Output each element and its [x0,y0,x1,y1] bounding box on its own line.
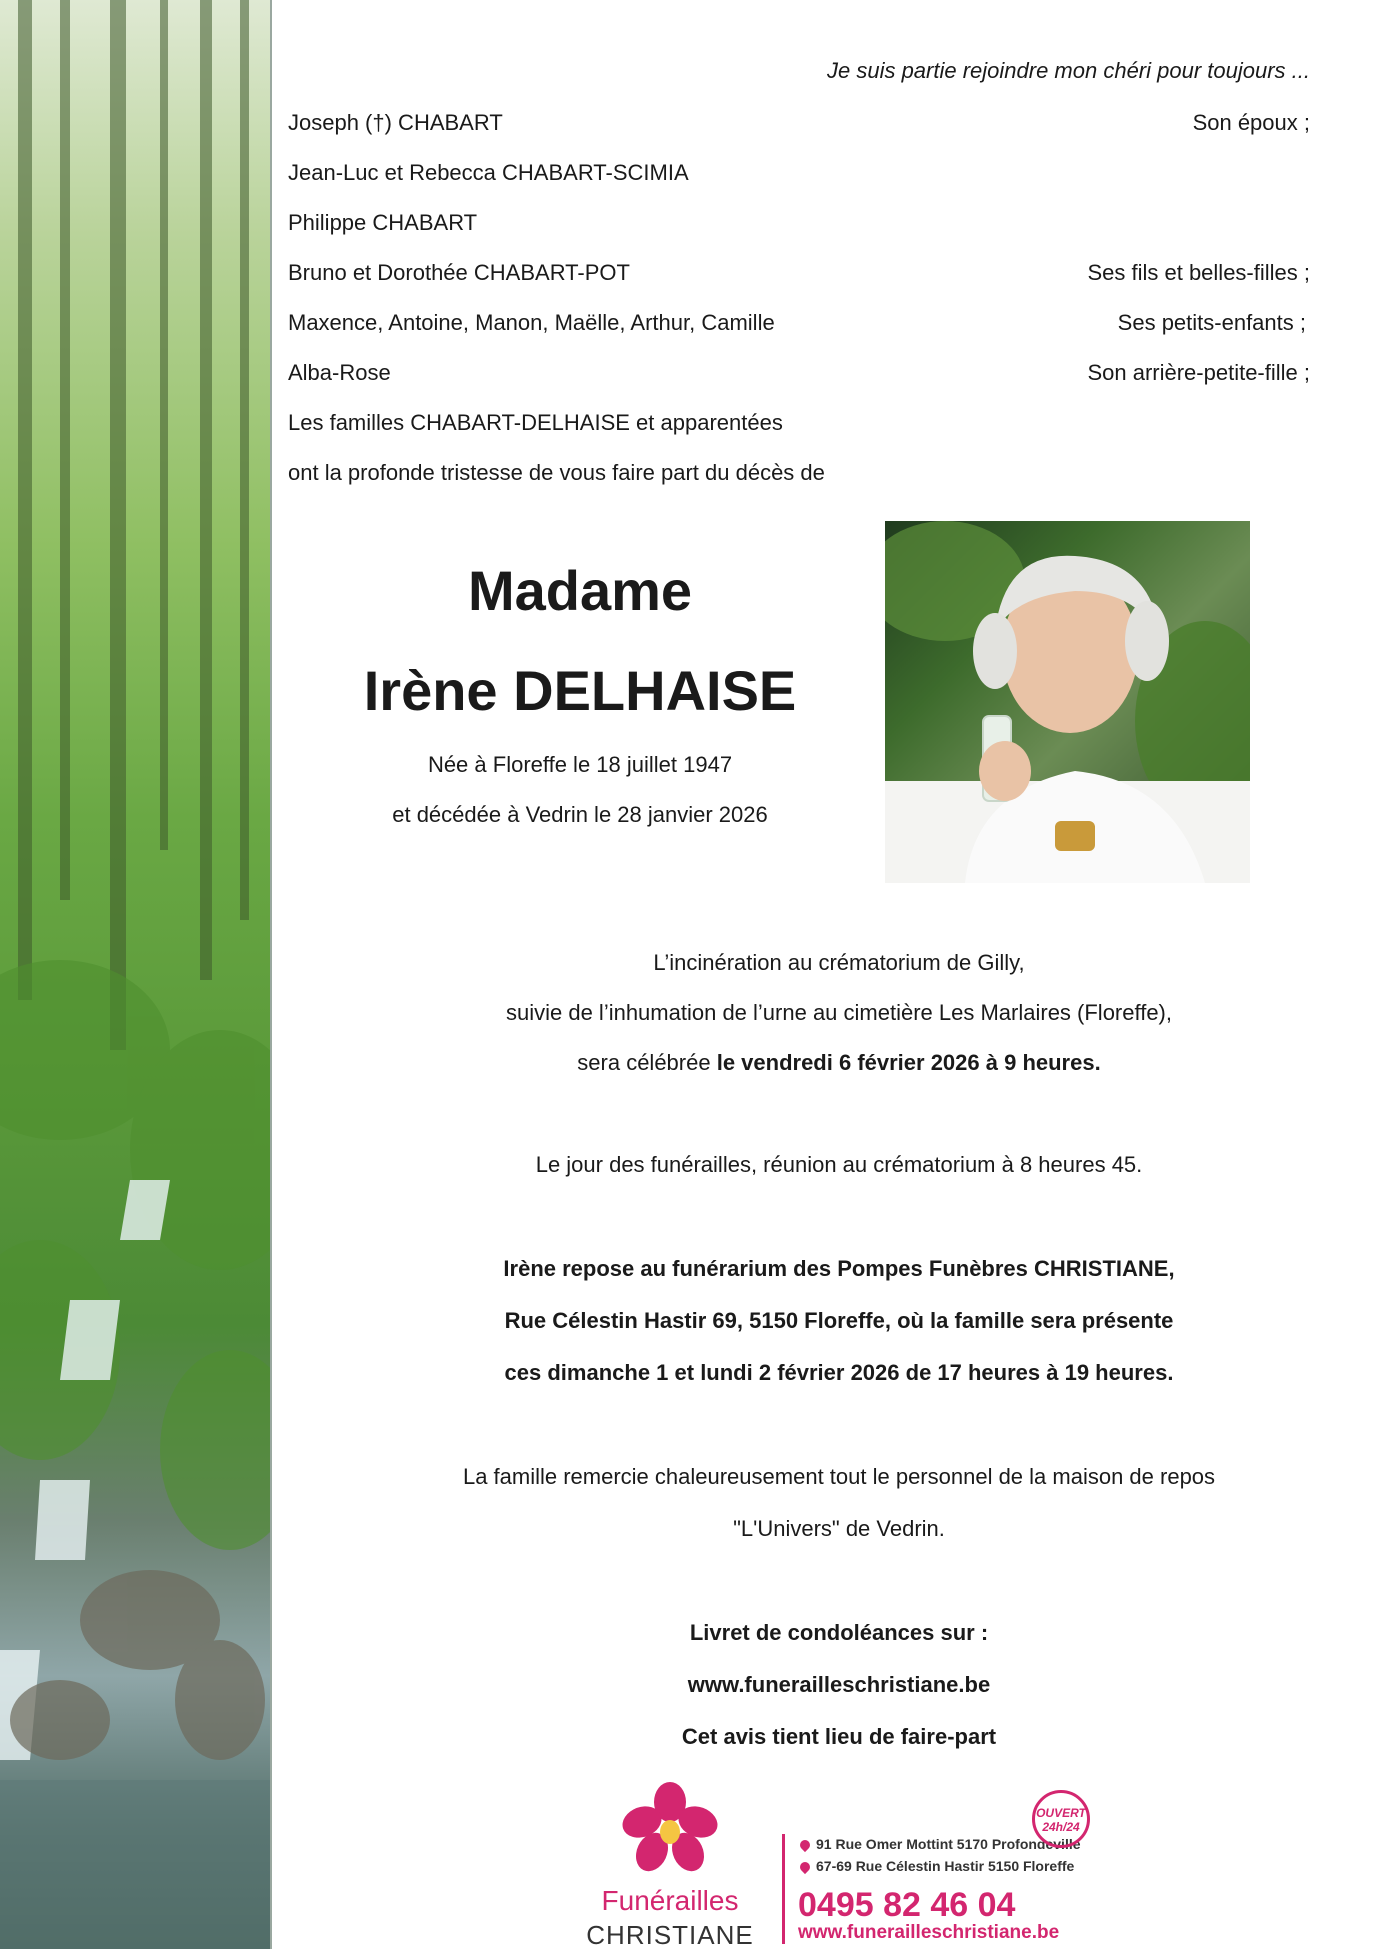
family-member: Les familles CHABART-DELHAISE et apparentées [288,410,783,435]
ceremony-date-bold: le vendredi 6 février 2026 à 9 heures. [716,1050,1101,1075]
deceased-name: Irène DELHAISE [363,659,797,722]
brand-name-line1: Funérailles [601,1885,739,1916]
phone-number[interactable]: 0495 82 46 04 [798,1886,1016,1924]
family-member: Alba-Rose [288,360,391,385]
deceased-photo [885,521,1250,883]
brand-name-line2: CHRISTIANE [586,1920,754,1950]
address-text: 67-69 Rue Célestin Hastir 5150 Floreffe [816,1858,1075,1874]
badge-line2: 24h/24 [1042,1820,1080,1834]
ceremony-line: L’incinération au crématorium de Gilly, [653,950,1025,975]
badge-line1: OUVERT [1036,1806,1086,1820]
faire-part-note: Cet avis tient lieu de faire-part [681,1724,997,1749]
rest-line: Irène repose au funérarium des Pompes Funèbres CHRISTIANE, [503,1256,1175,1281]
location-pin-icon [798,1860,812,1874]
orchid-icon [620,1780,720,1880]
rest-line: Rue Célestin Hastir 69, 5150 Floreffe, où la famille sera présente [504,1308,1174,1333]
thanks-line: "L'Univers" de Vedrin. [733,1516,945,1541]
birth-info: Née à Floreffe le 18 juillet 1947 [427,752,733,777]
rest-line: ces dimanche 1 et lundi 2 février 2026 de 17 heures à 19 heures. [504,1360,1174,1385]
family-relation: Son arrière-petite-fille ; [1087,360,1310,385]
address-line [800,1858,1074,1874]
family-member: Maxence, Antoine, Manon, Maëlle, Arthur, Camille [288,310,775,335]
family-relation: Ses petits-enfants ; [1117,310,1306,335]
ceremony-date [300,1050,1378,1076]
family-member: Bruno et Dorothée CHABART-POT [288,260,630,285]
condolences-label: Livret de condoléances sur : [689,1620,989,1645]
death-info: et décédée à Vedrin le 28 janvier 2026 [392,802,768,827]
open-24h-badge [1032,1790,1090,1848]
funeral-home-logo [580,1780,760,1949]
ceremony-prefix: sera célébrée [577,1050,717,1075]
deceased-title: Madame [467,559,693,622]
announcement-text: ont la profonde tristesse de vous faire part du décès de [288,460,825,485]
forest-waterfall-image [0,0,272,1949]
family-member: Jean-Luc et Rebecca CHABART-SCIMIA [288,160,689,185]
family-relation: Ses fils et belles-filles ; [1087,260,1310,285]
address-text: 91 Rue Omer Mottint 5170 Profondeville [816,1836,1081,1852]
location-pin-icon [798,1838,812,1852]
contact-divider [782,1834,785,1944]
footer-website[interactable]: www.funerailleschristiane.be [798,1922,1060,1943]
family-member: Philippe CHABART [288,210,478,235]
meeting-info: Le jour des funérailles, réunion au crématorium à 8 heures 45. [535,1152,1143,1177]
ceremony-line: suivie de l’inhumation de l’urne au cimetière Les Marlaires (Floreffe), [505,1000,1172,1025]
epigraph: Je suis partie rejoindre mon chéri pour toujours ... [826,58,1310,83]
condolences-url[interactable]: www.funerailleschristiane.be [687,1672,991,1697]
family-member: Joseph (†) CHABART [288,110,503,135]
family-relation: Son époux ; [1192,110,1310,135]
thanks-line: La famille remercie chaleureusement tout le personnel de la maison de repos [462,1464,1216,1489]
